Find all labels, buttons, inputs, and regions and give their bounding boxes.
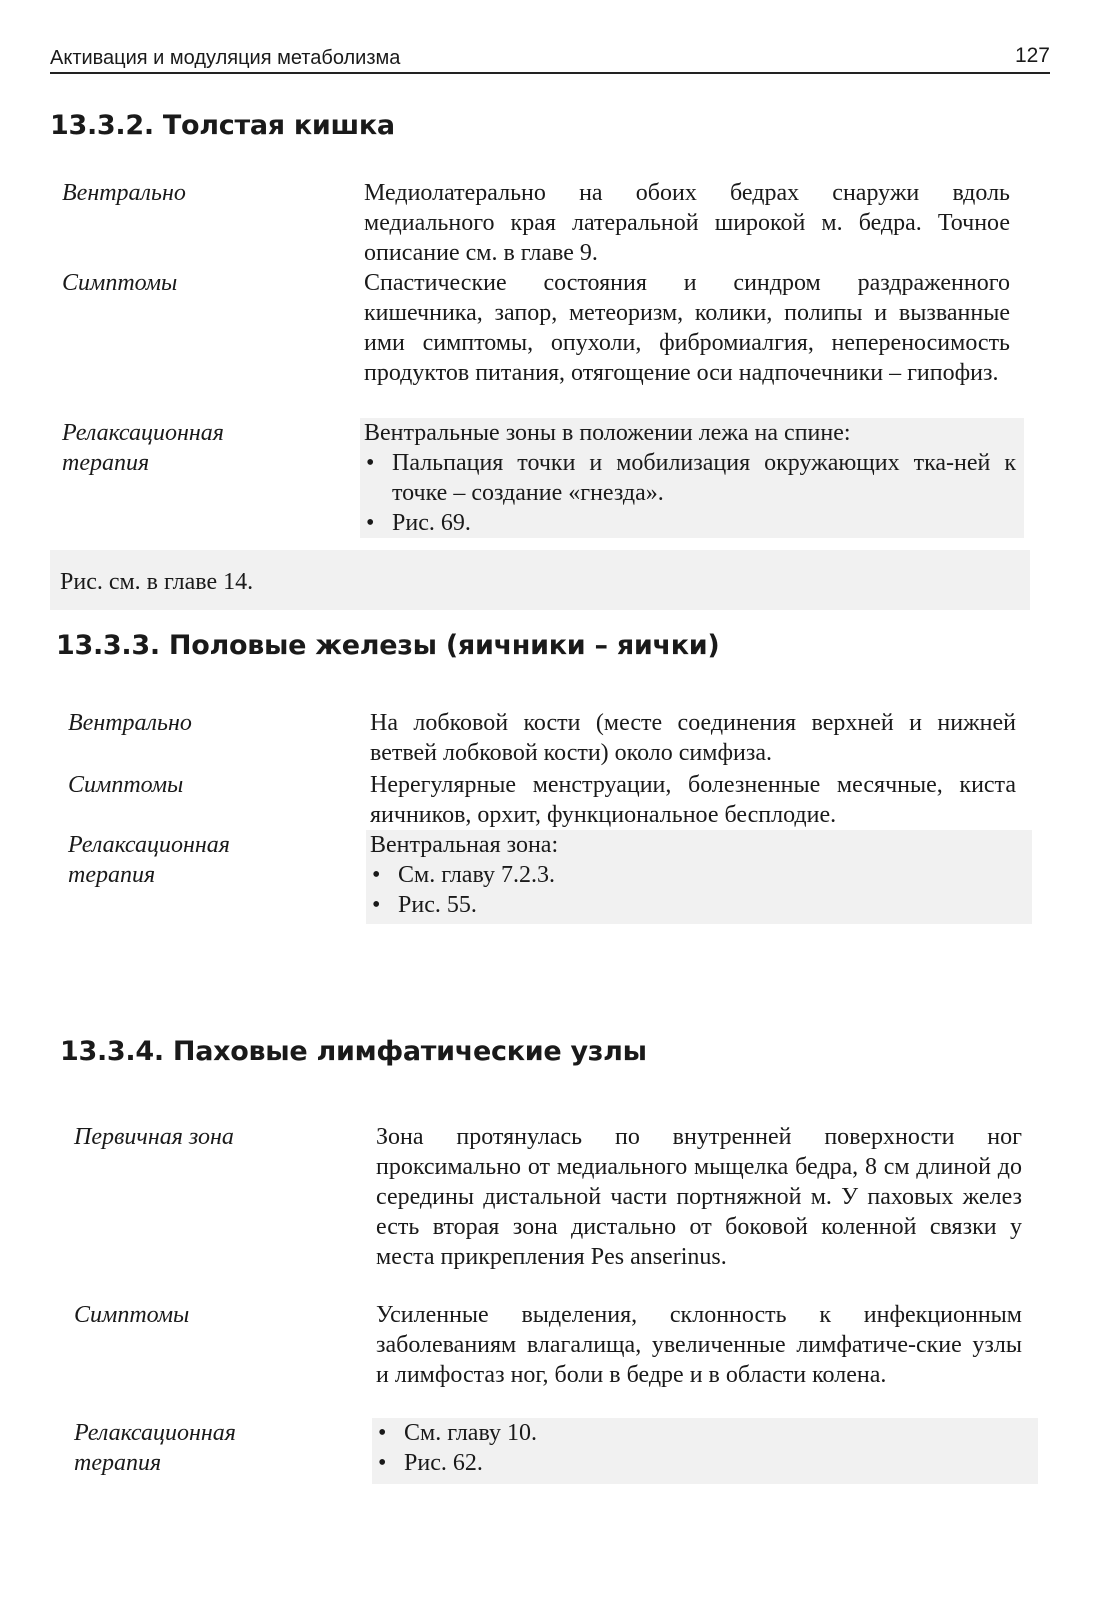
figure-note-box [50, 550, 1030, 610]
bullet-icon: • [366, 510, 375, 536]
page-number: 127 [1014, 44, 1050, 67]
entry-text: Усиленные выделения, склонность к инфекционным заболеваниям влагалища, увеличенные лимфатиче-ские узлы и лимфостаз ног, боли в бедре и в области колена. [376, 1302, 1022, 1388]
bullet-icon: • [366, 450, 375, 476]
bullet-list [376, 1418, 1038, 1478]
entry-label: Первичная зона [74, 1124, 234, 1150]
entry-label [74, 1418, 364, 1478]
entry-text: Медиолатерально на обоих бедрах снаружи вдоль медиального края латеральной широкой м. бедра. Точное описание см. в главе 9. [364, 180, 1010, 266]
entry-label [62, 418, 352, 478]
therapy-box [372, 1418, 1038, 1484]
list-item-text: Рис. 55. [398, 892, 477, 918]
entry-text: На лобковой кости (месте соединения верхней и нижней ветвей лобковой кости) около симфиза. [370, 710, 1016, 766]
bullet-icon: • [378, 1420, 387, 1446]
entry-text: Зона протянулась по внутренней поверхности ног проксимально от медиального мыщелка бедра, 8 см длиной до середины дистальной части портняжной м. У паховых желез есть вторая зона дистально от боковой коленной связки у места прикрепления Pes anserinus. [376, 1124, 1022, 1270]
section-heading: 13.3.2. Толстая кишка [50, 110, 395, 141]
label-line: терапия [68, 862, 156, 888]
list-item-text: См. главу 10. [404, 1420, 537, 1446]
entry-text: Нерегулярные менструации, болезненные месячные, киста яичников, орхит, функциональное бесплодие. [370, 772, 1016, 828]
bullet-icon: • [378, 1450, 387, 1476]
entry-label [68, 830, 358, 890]
entry-label: Симптомы [68, 772, 184, 798]
entry-text: Спастические состояния и синдром раздраженного кишечника, запор, метеоризм, колики, полипы и вызванные ими симптомы, опухоли, фибромиалгия, непереносимость продуктов питания, отягощение оси надпочечники – гипофиз. [364, 270, 1010, 386]
bullet-list [370, 860, 1032, 920]
list-item [370, 860, 1032, 890]
entry-label: Симптомы [74, 1302, 190, 1328]
label-line: терапия [62, 450, 150, 476]
list-item [376, 1448, 1038, 1478]
label-line: Релаксационная [68, 832, 230, 858]
running-header [50, 40, 1050, 74]
entry-label: Вентрально [68, 710, 192, 736]
list-item [364, 448, 1016, 508]
list-item [370, 890, 1032, 920]
therapy-box [360, 418, 1024, 538]
label-line: Релаксационная [62, 420, 224, 446]
section-heading: 13.3.4. Паховые лимфатические узлы [60, 1036, 647, 1067]
therapy-box [366, 830, 1032, 924]
bullet-list [364, 448, 1024, 538]
bullet-icon: • [372, 862, 381, 888]
entry-label: Симптомы [62, 270, 178, 296]
list-item-text: См. главу 7.2.3. [398, 862, 555, 888]
list-item-text: Рис. 62. [404, 1450, 483, 1476]
label-line: терапия [74, 1450, 162, 1476]
figure-note: Рис. см. в главе 14. [60, 569, 254, 595]
running-title: Активация и модуляция метаболизма [50, 47, 401, 69]
list-item-text: Пальпация точки и мобилизация окружающих тка-ней к точке – создание «гнезда». [392, 450, 1016, 506]
list-item [364, 508, 1024, 538]
label-line: Релаксационная [74, 1420, 236, 1446]
section-heading: 13.3.3. Половые железы (яичники – яички) [56, 630, 720, 661]
entry-label: Вентрально [62, 180, 186, 206]
therapy-intro: Вентральные зоны в положении лежа на спине: [364, 420, 851, 446]
bullet-icon: • [372, 892, 381, 918]
therapy-intro: Вентральная зона: [370, 832, 559, 858]
list-item [376, 1418, 1038, 1448]
list-item-text: Рис. 69. [392, 510, 471, 536]
